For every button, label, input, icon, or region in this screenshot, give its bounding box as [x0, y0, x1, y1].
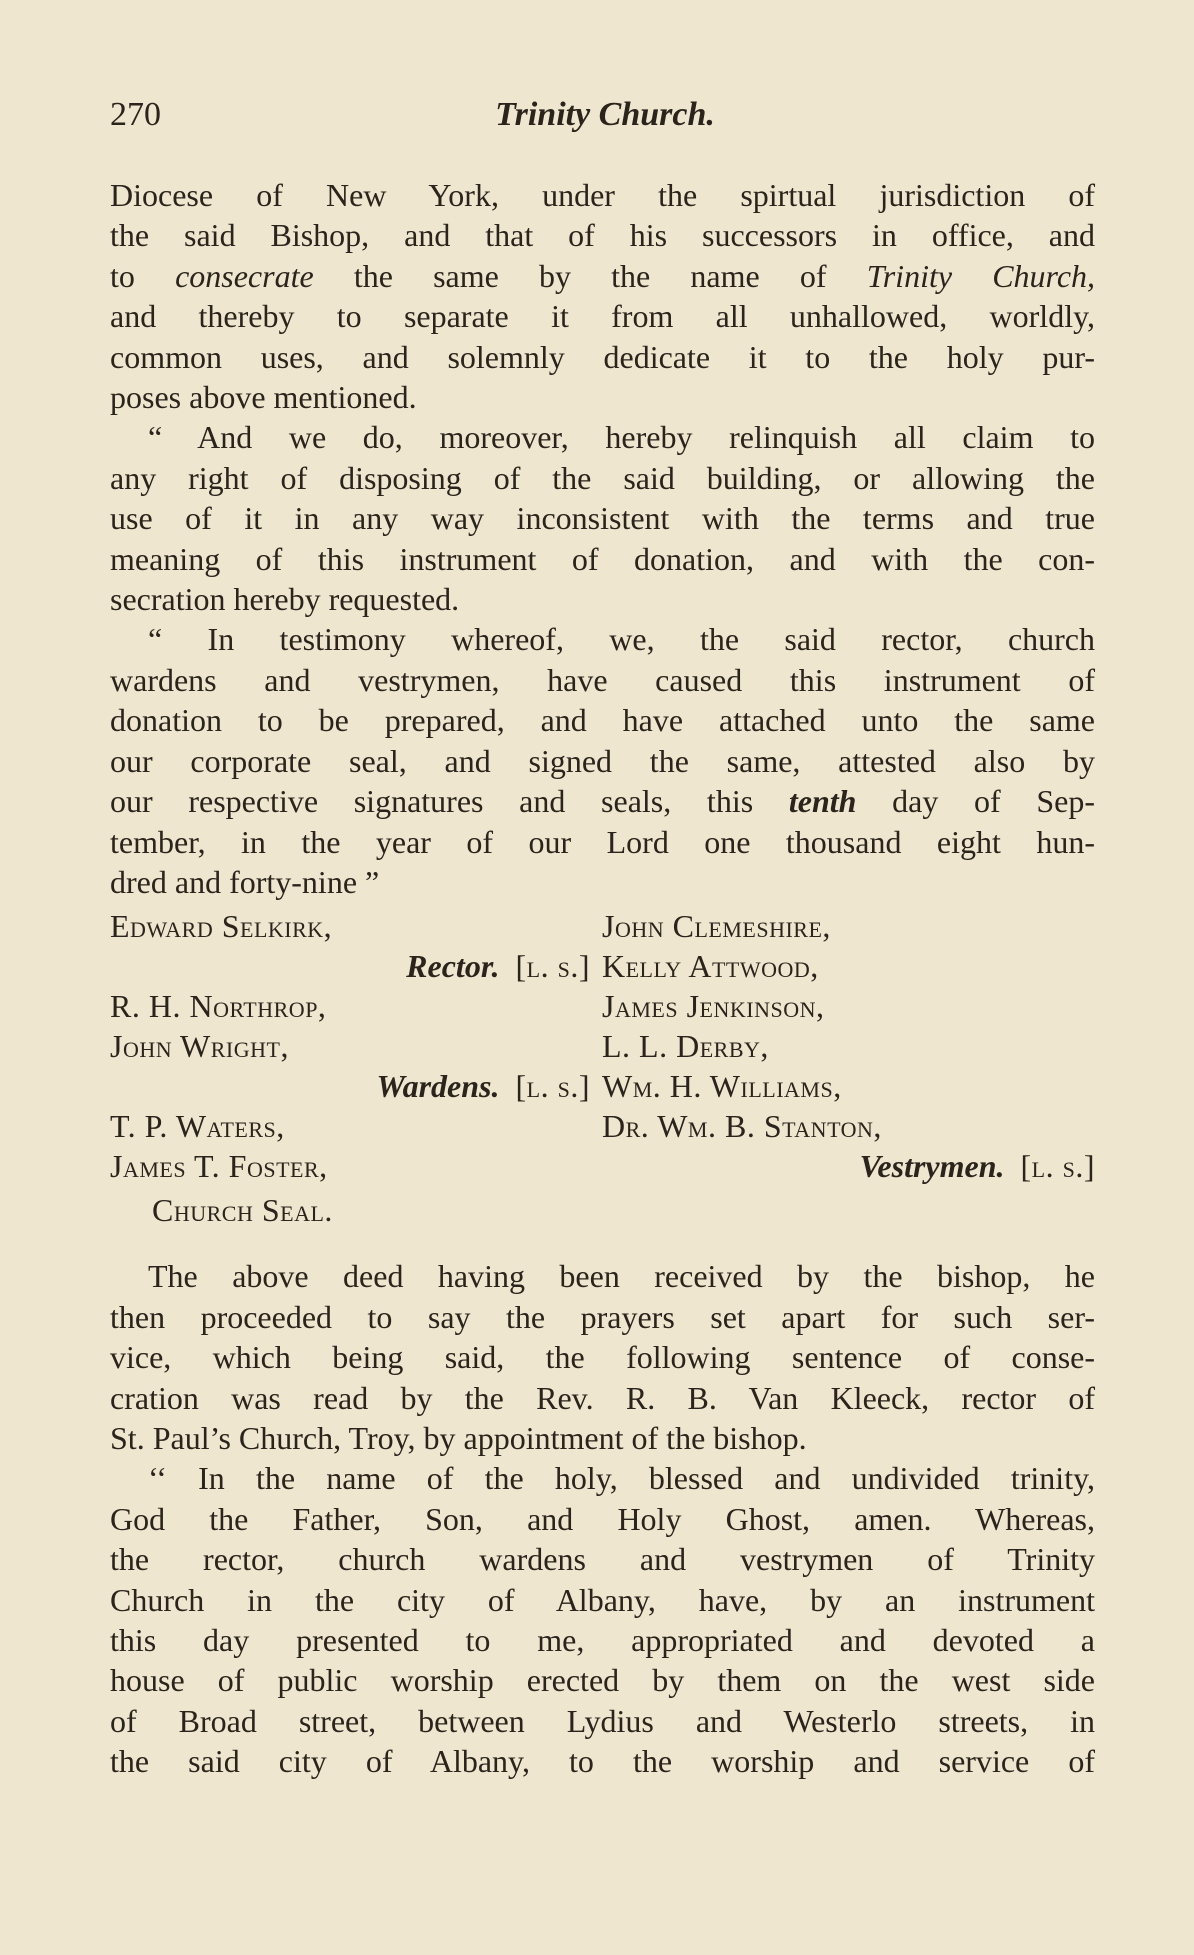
running-title: Trinity Church.: [495, 96, 715, 133]
text-line: poses above mentioned.: [110, 379, 417, 416]
seal-mark: [l. s.]: [515, 1068, 590, 1105]
text-line: and thereby to separate it from all unhallowed, worldly,: [110, 298, 1095, 335]
text-line: the rector, church wardens and vestrymen of Trinity: [110, 1541, 1095, 1578]
text-line: secration hereby requested.: [110, 581, 460, 618]
paragraph-1: [110, 175, 1095, 417]
text-line: God the Father, Son, and Holy Ghost, amen. Whereas,: [110, 1500, 1095, 1537]
text-line: wardens and vestrymen, have caused this instrument of: [110, 661, 1095, 698]
seal-mark: [l. s.]: [515, 948, 590, 985]
signatory-kelly-attwood: Kelly Attwood,: [602, 948, 819, 985]
text-line: Church in the city of Albany, have, by an instrument: [110, 1581, 1095, 1618]
signatory-edward-selkirk: Edward Selkirk,: [110, 908, 333, 945]
paragraph-4: [110, 1256, 1095, 1458]
seal-mark: [l. s.]: [1020, 1148, 1095, 1185]
text-line: “ And we do, moreover, hereby relinquish all claim to: [148, 419, 1095, 456]
signatory-derby: L. L. Derby,: [602, 1028, 769, 1065]
text-line: The above deed having been received by the bishop, he: [148, 1258, 1095, 1295]
wardens-title-group: [377, 1066, 590, 1106]
rector-title: Rector.: [406, 948, 500, 985]
paragraph-2: [110, 417, 1095, 619]
text-line: tember, in the year of our Lord one thousand eight hun-: [110, 823, 1095, 860]
signatory-john-wright: John Wright,: [110, 1028, 289, 1065]
text-line: of Broad street, between Lydius and Westerlo streets, in: [110, 1702, 1095, 1739]
text-line: the said Bishop, and that of his successors in office, and: [110, 217, 1095, 254]
text-line: common uses, and solemnly dedicate it to the holy pur-: [110, 338, 1095, 375]
spacer: [110, 1234, 1095, 1256]
signatory-northrop: R. H. Northrop,: [110, 988, 327, 1025]
text-line: vice, which being said, the following sentence of conse-: [110, 1339, 1095, 1376]
church-seal-label: Church Seal.: [152, 1192, 333, 1229]
vestrymen-title-group: [860, 1146, 1095, 1186]
text-line: use of it in any way inconsistent with the terms and true: [110, 500, 1095, 537]
vestrymen-title: Vestrymen.: [859, 1148, 1005, 1185]
text-line: meaning of this instrument of donation, and with the con-: [110, 540, 1095, 577]
text-line: cration was read by the Rev. R. B. Van Kleeck, rector of: [110, 1379, 1095, 1416]
signature-block: [110, 906, 1095, 1234]
text-line: our respective signatures and seals, this tenth day of Sep-: [110, 783, 1096, 820]
wardens-title: Wardens.: [376, 1068, 500, 1105]
page-number: 270: [110, 96, 161, 133]
signatory-john-clemeshire: John Clemeshire,: [602, 908, 831, 945]
text-line: dred and forty-nine ”: [110, 863, 380, 900]
text-line: this day presented to me, appropriated and devoted a: [110, 1621, 1095, 1658]
text-line: to consecrate the same by the name of Trinity Church,: [110, 257, 1096, 294]
signatory-stanton: Dr. Wm. B. Stanton,: [602, 1108, 882, 1145]
text-line: Diocese of New York, under the spirtual jurisdiction of: [110, 177, 1095, 213]
text-line: ‘‘ In the name of the holy, blessed and undivided trinity,: [148, 1460, 1095, 1497]
signatory-james-jenkinson: James Jenkinson,: [602, 988, 825, 1025]
page-header: [110, 96, 1100, 144]
signatory-williams: Wm. H. Williams,: [602, 1068, 842, 1105]
text-line: St. Paul’s Church, Troy, by appointment of the bishop.: [110, 1419, 807, 1456]
text-line: house of public worship erected by them on the west side: [110, 1662, 1095, 1699]
signatory-foster: James T. Foster,: [110, 1148, 328, 1185]
text-line: “ In testimony whereof, we, the said rector, church: [148, 621, 1095, 658]
signatory-waters: T. P. Waters,: [110, 1108, 285, 1145]
text-line: the said city of Albany, to the worship and service of: [110, 1743, 1095, 1780]
text-line: then proceeded to say the prayers set apart for such ser-: [110, 1298, 1095, 1335]
text-line: any right of disposing of the said building, or allowing the: [110, 459, 1095, 496]
page-body: [110, 175, 1095, 1782]
paragraph-5: [110, 1458, 1095, 1781]
text-line: our corporate seal, and signed the same, attested also by: [110, 742, 1095, 779]
text-line: donation to be prepared, and have attached unto the same: [110, 702, 1095, 739]
rector-title-group: [406, 946, 590, 986]
paragraph-3: [110, 619, 1095, 902]
